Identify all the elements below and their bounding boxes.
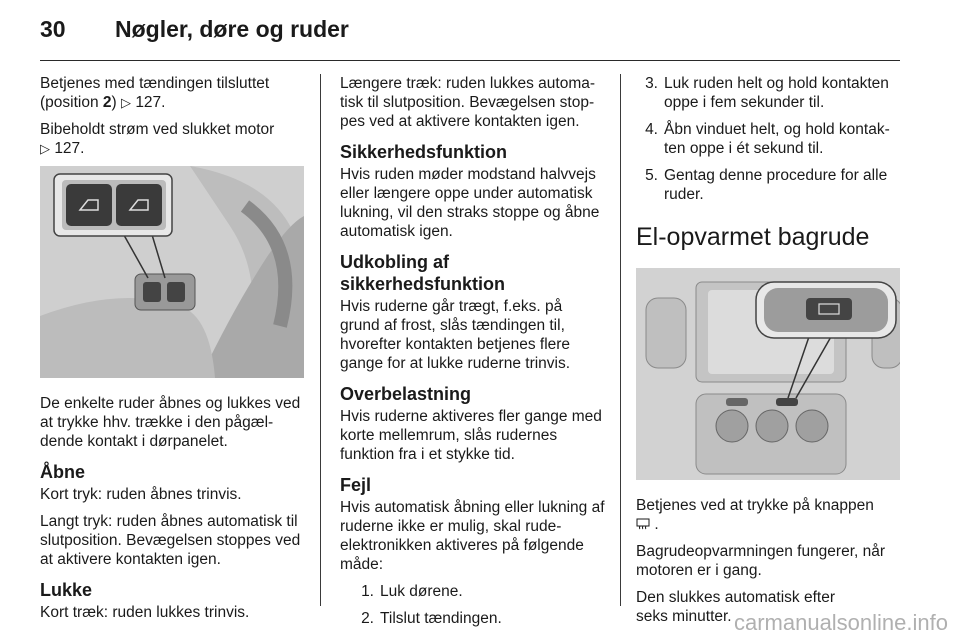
header-rule: [40, 60, 900, 61]
heading-safety: Sikkerhedsfunktion: [340, 142, 508, 162]
heading-override: Udkobling af sikkerhedsfunktion: [340, 252, 506, 294]
rear-window-defrost-icon: [636, 516, 654, 533]
column-divider-2: [620, 74, 621, 606]
paragraph-close-long: Længere træk: ruden lukkes automatisk til slutposition. Bevægelsen stoppes ved at aktivere kontakten igen.: [340, 75, 596, 130]
paragraph-close-short: Kort træk: ruden lukkes trinvis.: [40, 604, 250, 621]
paragraph-open-long: Langt tryk: ruden åbnes automatisk til slutposition. Bevægelsen stoppes ved at aktivere kontakten igen.: [40, 513, 301, 568]
paragraph-engine-running: Bagrudeopvarmningen fungerer, når motoren er i gang.: [636, 543, 886, 579]
page-title: Nøgler, døre og ruder: [115, 16, 349, 42]
reference-arrow-icon: ▷: [121, 95, 131, 110]
column-2: [340, 74, 606, 636]
watermark: carmanualsonline.info: [733, 610, 948, 635]
paragraph-operate: Betjenes ved at trykke på knappen .: [636, 497, 874, 533]
steps-list-2: [636, 74, 904, 204]
steps-list-1: [340, 582, 606, 628]
list-item: 4. Åbn vinduet helt, og hold kontakten oppe i ét sekund til.: [645, 121, 890, 157]
paragraph-overload: Hvis ruderne aktiveres fler gange med korte mellemrum, slås rudernes funktion fra i et stykke tid.: [340, 408, 602, 463]
heading-error: Fejl: [340, 475, 372, 495]
paragraph-ignition: Betjenes med tændingen tilsluttet (position 2) ▷ 127.: [40, 75, 270, 111]
column-divider-1: [320, 74, 321, 606]
list-item: 3. Luk ruden helt og hold kontakten oppe i fem sekunder til.: [645, 75, 889, 111]
heading-overload: Overbelastning: [340, 384, 472, 404]
heading-close: Lukke: [40, 580, 93, 600]
page-header: [40, 16, 920, 46]
heading-heated-rear-window: El-opvarmet bagrude: [636, 223, 870, 251]
paragraph-open-short: Kort tryk: ruden åbnes trinvis.: [40, 486, 242, 503]
paragraph-override: Hvis ruderne går trægt, f.eks. på grund af frost, slås tændingen til, hvorefter kontakten betjenes flere gange for at lukke ruderne trinvis.: [340, 298, 571, 372]
column-3: [636, 74, 904, 634]
column-1: [40, 74, 306, 630]
heading-open: Åbne: [40, 462, 85, 482]
list-item: 5. Gentag denne procedure for alle ruder.: [645, 167, 888, 203]
window-switch-illustration: [40, 166, 304, 378]
figure-caption: De enkelte ruder åbnes og lukkes ved at trykke hhv. trække i den pågældende kontakt i dørpanelet.: [40, 395, 301, 450]
paragraph-retained-power: Bibeholdt strøm ved slukket motor ▷ 127.: [40, 121, 275, 157]
paragraph-safety: Hvis ruden møder modstand halvvejs eller længere oppe under automatisk lukning, vil den straks stoppe og åbne automatisk igen.: [340, 166, 600, 240]
reference-arrow-icon: ▷: [40, 141, 50, 156]
list-item: 2. Tilslut tændingen.: [361, 610, 502, 627]
paragraph-error: Hvis automatisk åbning eller lukning af ruderne ikke er mulig, skal rudeelektronikken aktiveres på følgende måde:: [340, 499, 605, 573]
paragraph-auto-off: Den slukkes automatisk efter seks minutter.: [636, 589, 836, 625]
list-item: 1. Luk dørene.: [361, 583, 463, 600]
rear-defrost-button-illustration: [636, 268, 900, 480]
page-number: 30: [40, 16, 66, 42]
